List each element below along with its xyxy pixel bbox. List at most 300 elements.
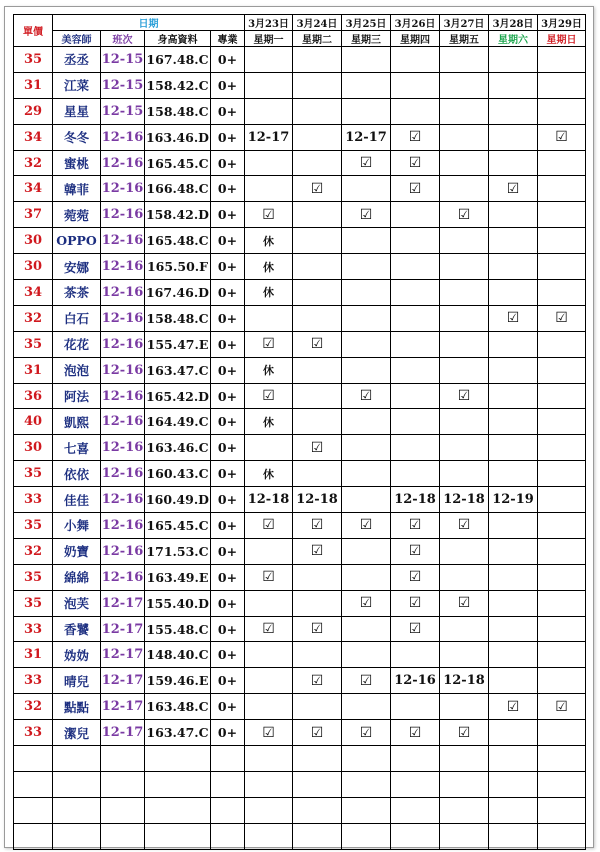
checkbox-checked-icon: ☑ — [293, 720, 342, 746]
stats-cell: 160.49.D — [145, 487, 211, 513]
price-cell: 33 — [14, 668, 53, 694]
schedule-cell — [489, 254, 538, 280]
schedule-cell — [489, 357, 538, 383]
schedule-cell — [440, 280, 489, 306]
class-cell: 12-16 — [101, 538, 145, 564]
checkbox-checked-icon: ☑ — [391, 124, 440, 150]
table-row — [14, 694, 586, 720]
stylist-name-cell: 凱熙 — [53, 409, 101, 435]
stylist-name-cell: 小舞 — [53, 513, 101, 539]
schedule-cell — [293, 409, 342, 435]
stylist-name-cell: 泡泡 — [53, 357, 101, 383]
empty-cell — [538, 771, 586, 797]
price-cell: 37 — [14, 202, 53, 228]
schedule-cell — [440, 461, 489, 487]
price-header: 單價 — [14, 15, 53, 47]
empty-cell — [211, 746, 245, 772]
schedule-cell — [489, 564, 538, 590]
special-cell: 0+ — [211, 590, 245, 616]
weekday-header: 星期一 — [245, 31, 293, 47]
empty-table-row — [14, 823, 586, 849]
special-cell: 0+ — [211, 305, 245, 331]
empty-cell — [14, 823, 53, 849]
empty-cell — [14, 746, 53, 772]
stats-cell: 165.45.C — [145, 513, 211, 539]
empty-cell — [440, 823, 489, 849]
schedule-cell — [293, 124, 342, 150]
table-row — [14, 435, 586, 461]
schedule-cell — [440, 47, 489, 73]
empty-cell — [53, 797, 101, 823]
schedule-cell — [293, 694, 342, 720]
class-cell: 12-16 — [101, 383, 145, 409]
schedule-cell — [538, 202, 586, 228]
table-row — [14, 72, 586, 98]
schedule-cell — [293, 202, 342, 228]
schedule-cell — [538, 564, 586, 590]
price-cell: 31 — [14, 72, 53, 98]
schedule-cell — [391, 435, 440, 461]
table-row — [14, 461, 586, 487]
stats-cell: 155.47.E — [145, 331, 211, 357]
special-cell: 0+ — [211, 487, 245, 513]
special-cell: 0+ — [211, 513, 245, 539]
checkbox-checked-icon: ☑ — [538, 305, 586, 331]
schedule-cell — [440, 435, 489, 461]
schedule-cell — [538, 461, 586, 487]
schedule-cell — [293, 357, 342, 383]
empty-cell — [342, 797, 391, 823]
price-cell: 35 — [14, 513, 53, 539]
schedule-cell — [342, 254, 391, 280]
schedule-cell — [489, 616, 538, 642]
table-row — [14, 538, 586, 564]
stats-cell: 160.43.C — [145, 461, 211, 487]
schedule-cell — [489, 150, 538, 176]
stats-cell: 164.49.C — [145, 409, 211, 435]
class-header: 班次 — [101, 31, 145, 47]
price-cell: 35 — [14, 461, 53, 487]
stats-cell: 155.48.C — [145, 616, 211, 642]
schedule-cell — [293, 280, 342, 306]
checkbox-checked-icon: ☑ — [489, 694, 538, 720]
stats-cell: 163.46.C — [145, 435, 211, 461]
empty-cell — [101, 771, 145, 797]
schedule-cell — [440, 305, 489, 331]
stats-cell: 163.47.C — [145, 357, 211, 383]
class-cell: 12-16 — [101, 254, 145, 280]
empty-cell — [293, 797, 342, 823]
empty-cell — [391, 823, 440, 849]
checkbox-checked-icon: ☑ — [440, 202, 489, 228]
rest-day-cell: 休 — [245, 228, 293, 254]
schedule-cell — [342, 357, 391, 383]
schedule-cell: 12-17 — [245, 124, 293, 150]
schedule-cell — [538, 47, 586, 73]
table-row — [14, 616, 586, 642]
empty-cell — [293, 746, 342, 772]
stylist-name-cell: 妫妫 — [53, 642, 101, 668]
class-cell: 12-16 — [101, 435, 145, 461]
empty-cell — [211, 823, 245, 849]
special-cell: 0+ — [211, 357, 245, 383]
schedule-cell: 12-19 — [489, 487, 538, 513]
stats-cell: 171.53.C — [145, 538, 211, 564]
schedule-cell — [489, 590, 538, 616]
empty-cell — [440, 771, 489, 797]
stylist-name-cell: 七喜 — [53, 435, 101, 461]
stats-cell: 167.48.C — [145, 47, 211, 73]
weekday-header: 星期五 — [440, 31, 489, 47]
price-cell: 31 — [14, 642, 53, 668]
schedule-cell — [489, 513, 538, 539]
class-cell: 12-16 — [101, 280, 145, 306]
checkbox-checked-icon: ☑ — [391, 150, 440, 176]
schedule-cell — [440, 150, 489, 176]
stats-header: 身高資料 — [145, 31, 211, 47]
schedule-cell — [440, 98, 489, 124]
stylist-name-cell: 菀菀 — [53, 202, 101, 228]
checkbox-checked-icon: ☑ — [245, 202, 293, 228]
schedule-cell — [245, 538, 293, 564]
special-cell: 0+ — [211, 383, 245, 409]
class-cell: 12-16 — [101, 150, 145, 176]
empty-cell — [342, 746, 391, 772]
schedule-cell — [391, 357, 440, 383]
schedule-cell — [489, 72, 538, 98]
price-cell: 32 — [14, 538, 53, 564]
stylist-name-cell: 江菜 — [53, 72, 101, 98]
checkbox-checked-icon: ☑ — [391, 616, 440, 642]
schedule-cell — [489, 228, 538, 254]
empty-table-row — [14, 771, 586, 797]
class-cell: 12-16 — [101, 513, 145, 539]
stylist-name-cell: 丞丞 — [53, 47, 101, 73]
schedule-cell — [538, 642, 586, 668]
stylist-name-cell: 星星 — [53, 98, 101, 124]
class-cell: 12-16 — [101, 305, 145, 331]
schedule-cell — [440, 564, 489, 590]
schedule-cell — [489, 720, 538, 746]
stylist-name-cell: 白石 — [53, 305, 101, 331]
checkbox-checked-icon: ☑ — [342, 383, 391, 409]
schedule-cell — [391, 98, 440, 124]
stats-cell: 167.46.D — [145, 280, 211, 306]
schedule-cell — [342, 47, 391, 73]
table-row — [14, 357, 586, 383]
stylist-name-cell: 韓菲 — [53, 176, 101, 202]
schedule-cell — [293, 150, 342, 176]
schedule-cell — [293, 383, 342, 409]
stylist-header: 美容師 — [53, 31, 101, 47]
stats-cell: 166.48.C — [145, 176, 211, 202]
schedule-cell — [489, 409, 538, 435]
schedule-cell — [391, 383, 440, 409]
schedule-cell — [538, 409, 586, 435]
price-cell: 35 — [14, 47, 53, 73]
table-row — [14, 228, 586, 254]
checkbox-checked-icon: ☑ — [293, 331, 342, 357]
weekday-header-sunday: 星期日 — [538, 31, 586, 47]
schedule-cell — [342, 435, 391, 461]
checkbox-checked-icon: ☑ — [293, 435, 342, 461]
class-cell: 12-17 — [101, 694, 145, 720]
class-cell: 12-15 — [101, 98, 145, 124]
schedule-cell: 12-18 — [245, 487, 293, 513]
table-row — [14, 668, 586, 694]
empty-cell — [145, 797, 211, 823]
date-header: 3月28日 — [489, 15, 538, 31]
schedule-cell — [538, 538, 586, 564]
schedule-cell — [293, 642, 342, 668]
schedule-cell — [245, 72, 293, 98]
schedule-cell — [538, 176, 586, 202]
stylist-name-cell: 點點 — [53, 694, 101, 720]
stats-cell: 163.48.C — [145, 694, 211, 720]
table-row — [14, 720, 586, 746]
schedule-cell — [391, 331, 440, 357]
checkbox-checked-icon: ☑ — [293, 616, 342, 642]
class-cell: 12-17 — [101, 616, 145, 642]
special-cell: 0+ — [211, 150, 245, 176]
empty-cell — [391, 746, 440, 772]
special-cell: 0+ — [211, 331, 245, 357]
table-row — [14, 305, 586, 331]
date-header: 3月27日 — [440, 15, 489, 31]
checkbox-checked-icon: ☑ — [440, 590, 489, 616]
checkbox-checked-icon: ☑ — [440, 720, 489, 746]
schedule-cell — [293, 47, 342, 73]
schedule-cell — [538, 357, 586, 383]
weekday-header: 星期四 — [391, 31, 440, 47]
stats-cell: 158.42.C — [145, 72, 211, 98]
checkbox-checked-icon: ☑ — [440, 513, 489, 539]
special-cell: 0+ — [211, 616, 245, 642]
empty-cell — [391, 771, 440, 797]
checkbox-checked-icon: ☑ — [538, 694, 586, 720]
stats-cell: 163.47.C — [145, 720, 211, 746]
schedule-cell — [489, 461, 538, 487]
checkbox-checked-icon: ☑ — [342, 590, 391, 616]
price-cell: 40 — [14, 409, 53, 435]
schedule-cell — [391, 280, 440, 306]
special-cell: 0+ — [211, 720, 245, 746]
special-cell: 0+ — [211, 461, 245, 487]
stats-cell: 158.42.D — [145, 202, 211, 228]
schedule-cell: 12-16 — [391, 668, 440, 694]
stylist-name-cell: 阿法 — [53, 383, 101, 409]
schedule-cell — [538, 513, 586, 539]
table-row — [14, 487, 586, 513]
schedule-cell — [293, 228, 342, 254]
checkbox-checked-icon: ☑ — [293, 538, 342, 564]
table-row — [14, 280, 586, 306]
table-row — [14, 47, 586, 73]
stylist-name-cell: 依依 — [53, 461, 101, 487]
special-cell: 0+ — [211, 435, 245, 461]
empty-cell — [14, 771, 53, 797]
empty-cell — [245, 797, 293, 823]
class-cell: 12-17 — [101, 720, 145, 746]
schedule-cell — [245, 694, 293, 720]
special-cell: 0+ — [211, 98, 245, 124]
class-cell: 12-16 — [101, 461, 145, 487]
stylist-name-cell: 花花 — [53, 331, 101, 357]
schedule-cell — [342, 72, 391, 98]
stylist-name-cell: 佳佳 — [53, 487, 101, 513]
schedule-cell — [440, 538, 489, 564]
schedule-cell — [245, 642, 293, 668]
empty-cell — [538, 746, 586, 772]
empty-cell — [145, 746, 211, 772]
schedule-cell — [342, 642, 391, 668]
empty-cell — [245, 746, 293, 772]
rest-day-cell: 休 — [245, 409, 293, 435]
stats-cell: 165.45.C — [145, 150, 211, 176]
checkbox-checked-icon: ☑ — [245, 720, 293, 746]
class-cell: 12-17 — [101, 590, 145, 616]
stylist-name-cell: 安娜 — [53, 254, 101, 280]
price-cell: 35 — [14, 590, 53, 616]
checkbox-checked-icon: ☑ — [538, 124, 586, 150]
empty-cell — [101, 823, 145, 849]
schedule-cell — [489, 435, 538, 461]
weekday-header-saturday: 星期六 — [489, 31, 538, 47]
empty-cell — [53, 746, 101, 772]
price-cell: 34 — [14, 124, 53, 150]
price-cell: 29 — [14, 98, 53, 124]
schedule-cell — [538, 150, 586, 176]
stylist-name-cell: 綿綿 — [53, 564, 101, 590]
special-cell: 0+ — [211, 668, 245, 694]
schedule-cell — [342, 280, 391, 306]
schedule-cell — [440, 616, 489, 642]
schedule-cell — [538, 228, 586, 254]
stylist-name-cell: 香饕 — [53, 616, 101, 642]
schedule-cell — [440, 409, 489, 435]
empty-cell — [440, 746, 489, 772]
table-row — [14, 331, 586, 357]
schedule-cell — [489, 47, 538, 73]
schedule-cell — [293, 461, 342, 487]
rest-day-cell: 休 — [245, 461, 293, 487]
class-cell: 12-17 — [101, 668, 145, 694]
rest-day-cell: 休 — [245, 357, 293, 383]
table-row — [14, 513, 586, 539]
price-cell: 32 — [14, 305, 53, 331]
price-cell: 34 — [14, 280, 53, 306]
schedule-cell — [538, 435, 586, 461]
schedule-cell — [245, 305, 293, 331]
price-cell: 36 — [14, 383, 53, 409]
schedule-cell — [342, 538, 391, 564]
checkbox-checked-icon: ☑ — [342, 513, 391, 539]
schedule-cell — [489, 280, 538, 306]
schedule-cell — [538, 383, 586, 409]
schedule-cell — [245, 176, 293, 202]
class-cell: 12-16 — [101, 357, 145, 383]
stylist-name-cell: 泡芙 — [53, 590, 101, 616]
schedule-cell: 12-18 — [391, 487, 440, 513]
schedule-cell — [391, 254, 440, 280]
empty-cell — [489, 771, 538, 797]
price-cell: 33 — [14, 487, 53, 513]
price-cell: 33 — [14, 616, 53, 642]
schedule-cell — [293, 564, 342, 590]
schedule-cell — [538, 487, 586, 513]
schedule-cell — [538, 590, 586, 616]
schedule-cell: 12-18 — [293, 487, 342, 513]
special-cell: 0+ — [211, 280, 245, 306]
empty-cell — [101, 797, 145, 823]
schedule-cell — [342, 616, 391, 642]
schedule-cell — [245, 668, 293, 694]
empty-cell — [245, 823, 293, 849]
empty-cell — [293, 823, 342, 849]
schedule-cell: 12-18 — [440, 668, 489, 694]
table-row — [14, 124, 586, 150]
price-cell: 32 — [14, 694, 53, 720]
schedule-cell — [489, 383, 538, 409]
checkbox-checked-icon: ☑ — [342, 202, 391, 228]
class-cell: 12-16 — [101, 409, 145, 435]
checkbox-checked-icon: ☑ — [245, 564, 293, 590]
schedule-cell — [391, 694, 440, 720]
schedule-cell — [440, 254, 489, 280]
schedule-cell — [391, 409, 440, 435]
stylist-name-cell: 奶寶 — [53, 538, 101, 564]
checkbox-checked-icon: ☑ — [391, 590, 440, 616]
checkbox-checked-icon: ☑ — [391, 538, 440, 564]
schedule-cell — [391, 72, 440, 98]
checkbox-checked-icon: ☑ — [245, 513, 293, 539]
price-cell: 33 — [14, 720, 53, 746]
class-cell: 12-16 — [101, 228, 145, 254]
schedule-cell — [440, 694, 489, 720]
table-row — [14, 150, 586, 176]
schedule-cell — [489, 642, 538, 668]
checkbox-checked-icon: ☑ — [342, 150, 391, 176]
checkbox-checked-icon: ☑ — [245, 383, 293, 409]
special-cell: 0+ — [211, 124, 245, 150]
schedule-cell — [440, 176, 489, 202]
special-cell: 0+ — [211, 228, 245, 254]
class-cell: 12-16 — [101, 564, 145, 590]
class-cell: 12-16 — [101, 202, 145, 228]
empty-cell — [211, 771, 245, 797]
rest-day-cell: 休 — [245, 280, 293, 306]
price-cell: 30 — [14, 254, 53, 280]
checkbox-checked-icon: ☑ — [293, 176, 342, 202]
class-cell: 12-16 — [101, 331, 145, 357]
checkbox-checked-icon: ☑ — [391, 720, 440, 746]
special-cell: 0+ — [211, 538, 245, 564]
table-row — [14, 590, 586, 616]
empty-cell — [145, 823, 211, 849]
stats-cell: 155.40.D — [145, 590, 211, 616]
class-cell: 12-16 — [101, 487, 145, 513]
schedule-cell: 12-17 — [342, 124, 391, 150]
checkbox-checked-icon: ☑ — [391, 176, 440, 202]
empty-table-row — [14, 746, 586, 772]
stats-cell: 163.49.E — [145, 564, 211, 590]
schedule-cell — [342, 98, 391, 124]
schedule-cell — [489, 331, 538, 357]
stats-cell: 165.42.D — [145, 383, 211, 409]
schedule-cell — [391, 642, 440, 668]
stats-cell: 158.48.C — [145, 98, 211, 124]
stats-cell: 159.46.E — [145, 668, 211, 694]
